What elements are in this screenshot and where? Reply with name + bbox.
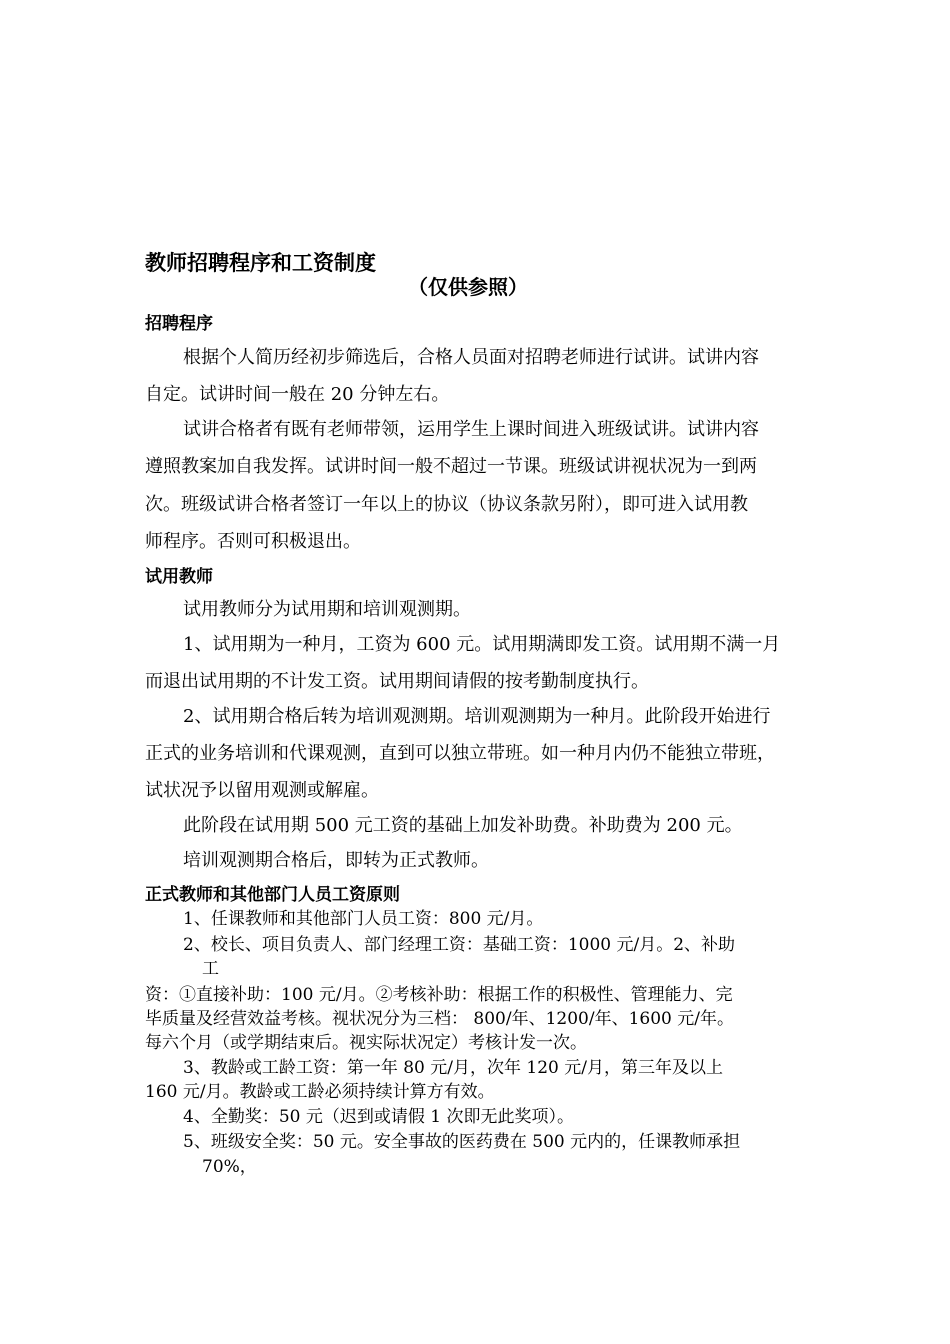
list-item: 4、全勤奖：50 元（迟到或请假 1 次即无此奖项）。 [183,1107,574,1127]
paragraph-line: 师程序。否则可积极退出。 [145,531,361,552]
paragraph-line: 根据个人简历经初步筛选后，合格人员面对招聘老师进行试讲。试讲内容 [183,347,759,368]
list-item: 1、任课教师和其他部门人员工资：800 元/月。 [183,909,544,929]
paragraph-line: 试用教师分为试用期和培训观测期。 [183,599,471,620]
list-item-continuation: 工 [202,959,219,979]
document-subtitle: （仅供参照） [408,275,528,299]
paragraph-line: 2、试用期合格后转为培训观测期。培训观测期为一种月。此阶段开始进行 [183,706,771,727]
paragraph-line: 1、试用期为一种月，工资为 600 元。试用期满即发工资。试用期不满一月 [183,634,781,655]
section-heading-recruitment: 招聘程序 [145,314,213,334]
section-heading-salary-principles: 正式教师和其他部门人员工资原则 [145,885,400,905]
list-item-continuation: 毕质量及经营效益考核。视状况分为三档： 800/年、1200/年、1600 元/年。 [145,1009,734,1029]
list-item-continuation: 资：①直接补助：100 元/月。②考核补助：根据工作的积极性、管理能力、完 [145,985,733,1005]
paragraph-line: 培训观测期合格后，即转为正式教师。 [183,850,489,871]
paragraph-line: 次。班级试讲合格者签订一年以上的协议（协议条款另附），即可进入试用教 [145,494,748,515]
list-item: 5、班级安全奖：50 元。安全事故的医药费在 500 元内的，任课教师承担 [183,1132,741,1152]
list-item-continuation: 70%， [202,1157,257,1177]
document-title: 教师招聘程序和工资制度 [145,251,376,275]
list-item-continuation: 每六个月（或学期结束后。视实际状况定）考核计发一次。 [145,1033,587,1053]
paragraph-line: 此阶段在试用期 500 元工资的基础上加发补助费。补助费为 200 元。 [183,815,743,836]
paragraph-line: 试讲合格者有既有老师带领，运用学生上课时间进入班级试讲。试讲内容 [183,419,759,440]
paragraph-line: 而退出试用期的不计发工资。试用期间请假的按考勤制度执行。 [145,671,649,692]
paragraph-line: 自定。试讲时间一般在 20 分钟左右。 [145,384,450,405]
list-item: 3、教龄或工龄工资：第一年 80 元/月，次年 120 元/月，第三年及以上 [183,1058,723,1078]
paragraph-line: 试状况予以留用观测或解雇。 [145,780,379,801]
list-item: 2、校长、项目负责人、部门经理工资：基础工资：1000 元/月。2、补助 [183,935,736,955]
paragraph-line: 遵照教案加自我发挥。试讲时间一般不超过一节课。班级试讲视状况为一到两 [145,456,757,477]
section-heading-probation: 试用教师 [145,567,213,587]
list-item-continuation: 160 元/月。教龄或工龄必须持续计算方有效。 [145,1082,495,1102]
paragraph-line: 正式的业务培训和代课观测，直到可以独立带班。如一种月内仍不能独立带班， [145,743,775,764]
